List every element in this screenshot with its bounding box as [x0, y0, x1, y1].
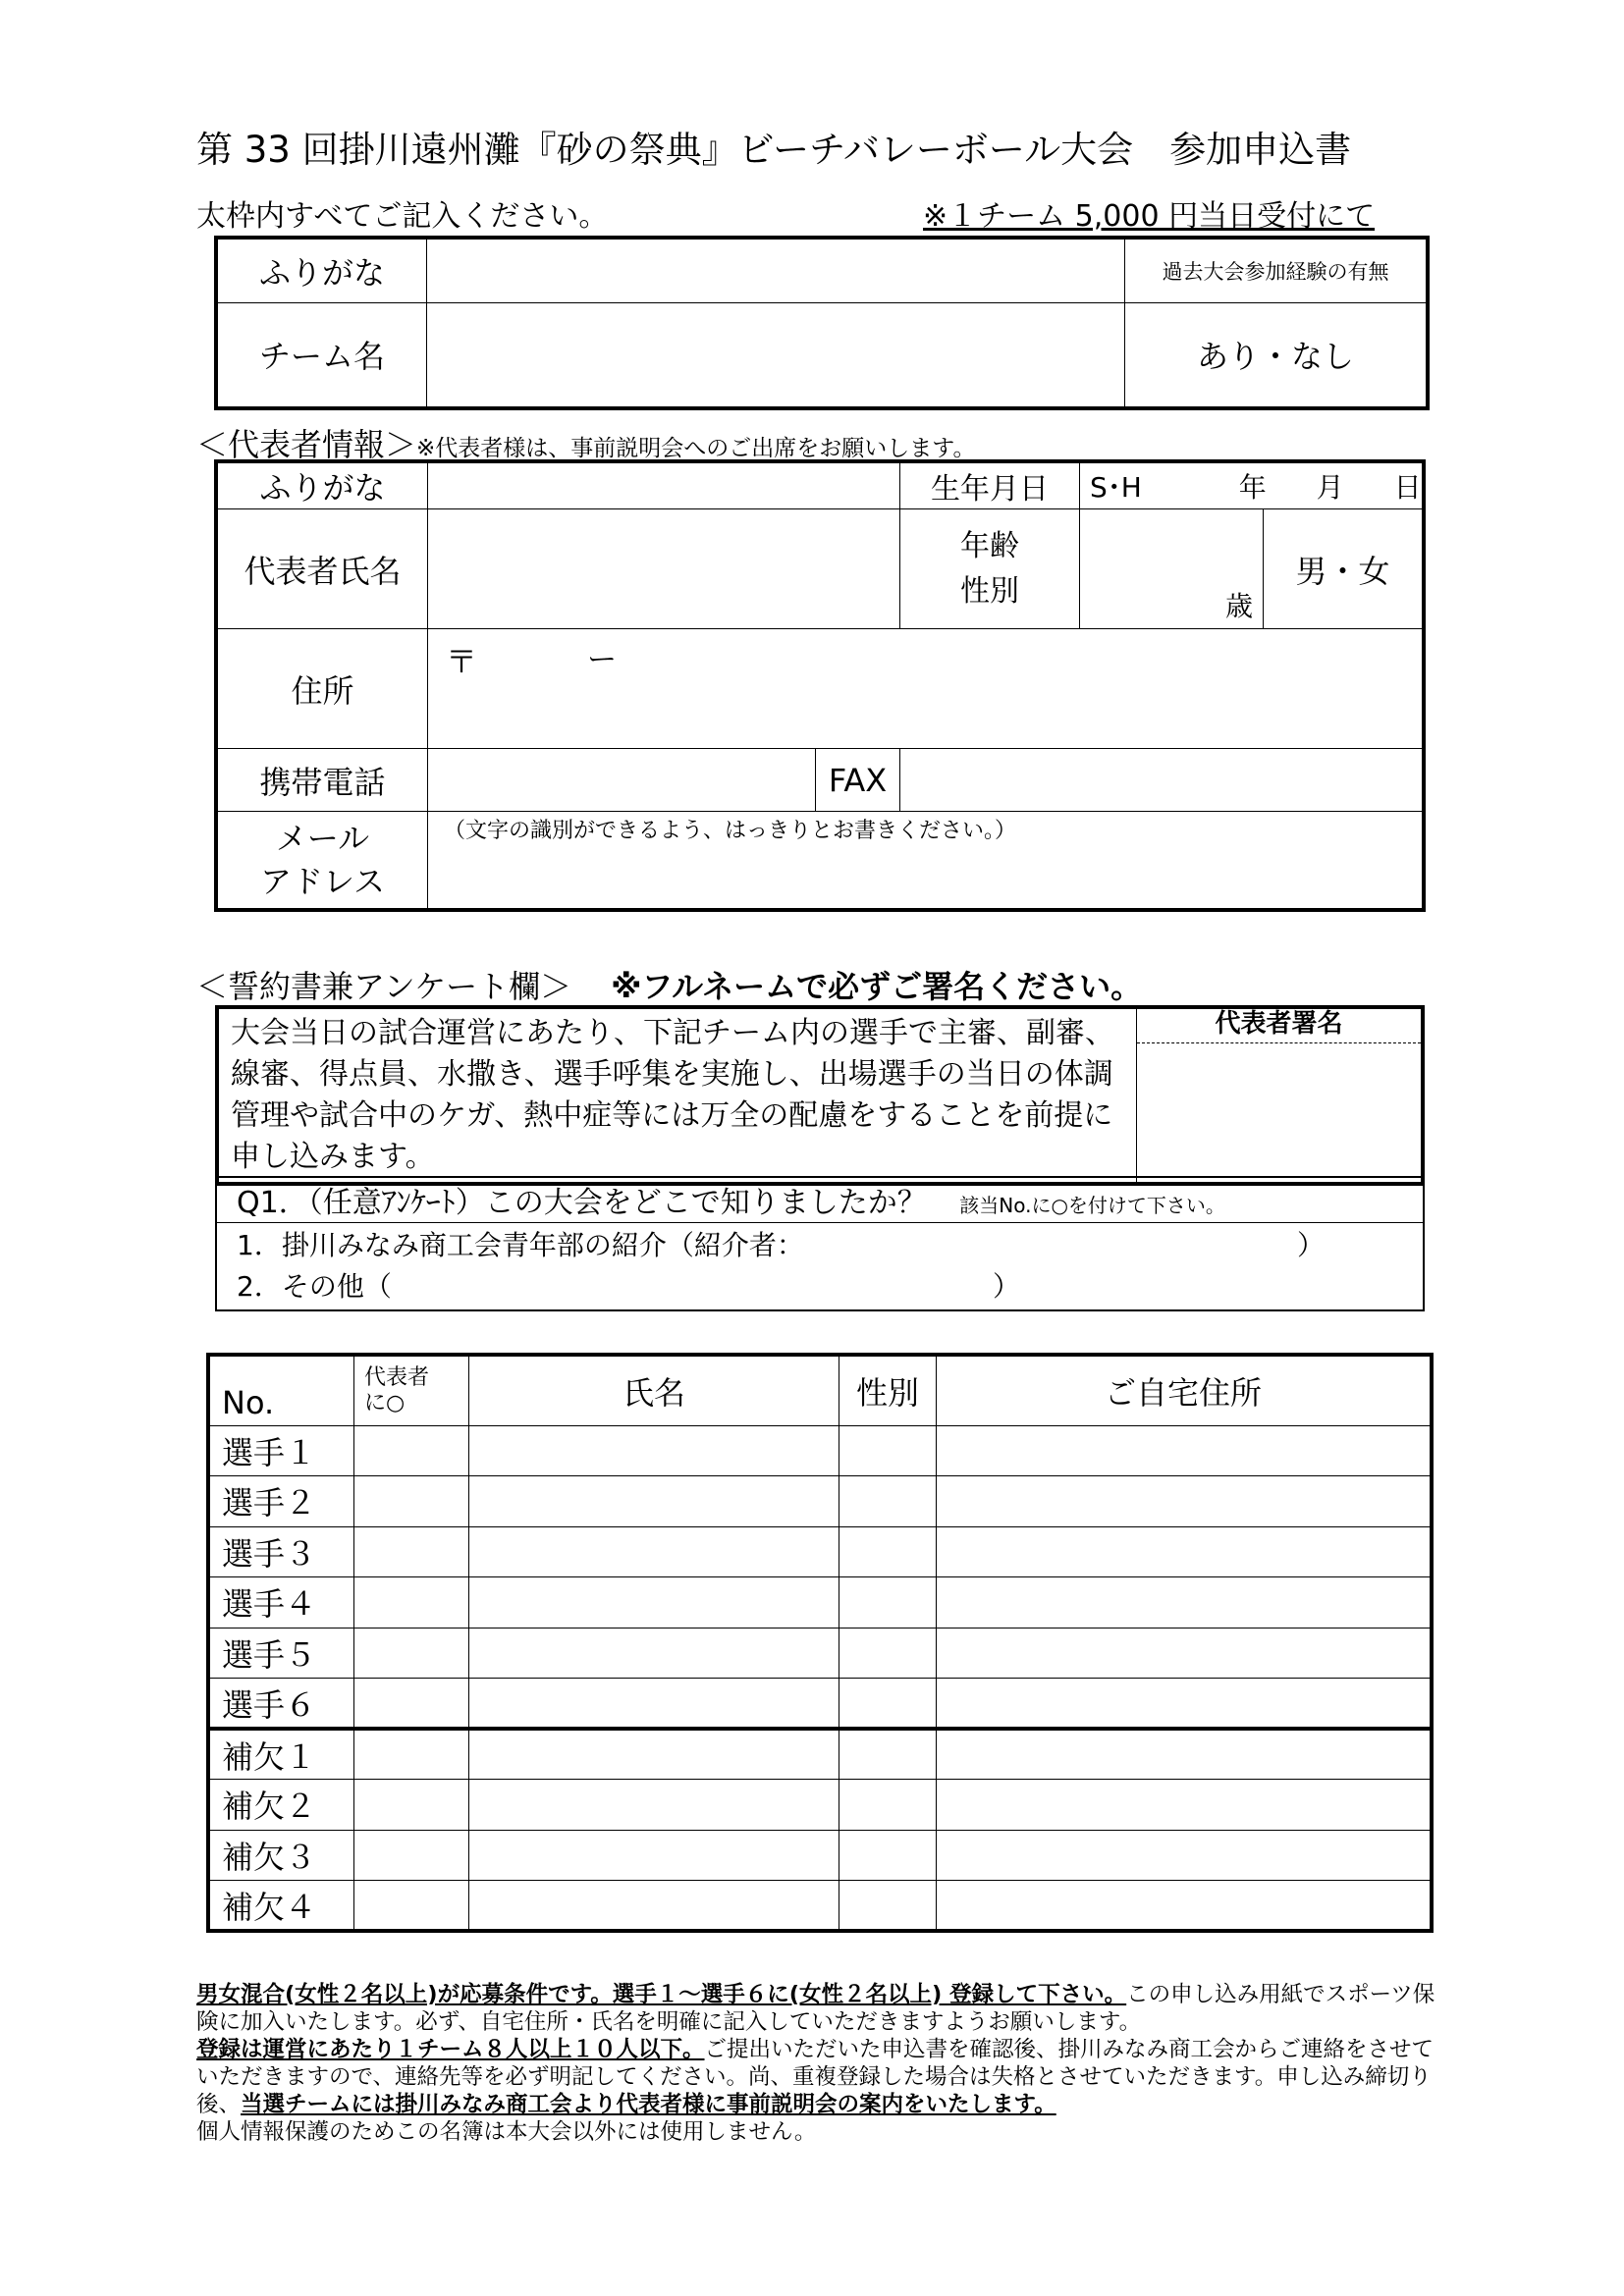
mail-note: （文字の識別ができるよう、はっきりとお書きください。）	[444, 819, 1017, 843]
q1-option-2-text: 2．その他（	[237, 1269, 392, 1303]
rep-name-field[interactable]	[428, 509, 900, 629]
player-rep-mark[interactable]	[354, 1729, 469, 1780]
postal-dash: ー	[587, 643, 617, 677]
signature-cell[interactable]	[1137, 1007, 1424, 1184]
col-no-header: No.	[208, 1355, 354, 1425]
pledge-text: 大会当日の試合運営にあたり、下記チーム内の選手で主審、副審、線審、得点員、水撒き、選手呼集を実施し、出場選手の当日の体調管理や試合中のケガ、熱中症等には万全の配慮をすることを前提に申し込みます。	[217, 1007, 1137, 1184]
q1-text: Q1．（任意ｱﾝｹｰﾄ）この大会をどこで知りましたか？	[237, 1186, 927, 1221]
player-row	[208, 1881, 1432, 1932]
players-table	[206, 1353, 1434, 1933]
player-name-field[interactable]	[469, 1577, 839, 1629]
mail-label	[216, 812, 428, 910]
player-label: 選手６	[208, 1679, 354, 1730]
q1-options[interactable]	[216, 1222, 1424, 1310]
rep-furigana-label: ふりがな	[216, 461, 428, 509]
team-name-label: チーム名	[216, 302, 427, 408]
birth-month: 月	[1316, 471, 1344, 504]
q1-note: 該当No.に○を付けて下さい。	[959, 1194, 1225, 1218]
age-label: 年齢	[960, 528, 1019, 563]
player-label: 選手３	[208, 1526, 354, 1577]
birth-day: 日	[1393, 471, 1422, 504]
age-field[interactable]	[1080, 509, 1264, 629]
team-table	[214, 236, 1430, 410]
player-name-field[interactable]	[469, 1679, 839, 1730]
footer-p3: 個人情報保護のためこの名簿は本大会以外には使用しません。	[196, 2119, 817, 2145]
player-label: 選手２	[208, 1476, 354, 1527]
footer-p1	[196, 1981, 1449, 2036]
mobile-label: 携帯電話	[216, 749, 428, 812]
experience-label: 過去大会参加経験の有無	[1125, 238, 1429, 302]
signature-label: 代表者署名	[1137, 1009, 1421, 1043]
player-name-field[interactable]	[469, 1780, 839, 1831]
player-rep-mark[interactable]	[354, 1830, 469, 1881]
player-address-field[interactable]	[937, 1476, 1433, 1527]
footer-p2-rest: ご提出いただいた申込書を確認後、掛川みなみ商工会からご連絡をさせていただきますので、連絡先等を必ず明記してください。尚、重複登録した場合は失格とさせていただきます。申し込み締切り後、	[196, 2037, 1435, 2117]
player-sex-field[interactable]	[839, 1780, 937, 1831]
page-title: 第 33 回掛川遠州灘『砂の祭典』ビーチバレーボール大会 参加申込書	[196, 129, 1352, 171]
player-sex-field[interactable]	[839, 1830, 937, 1881]
player-row	[208, 1577, 1432, 1629]
player-sex-field[interactable]	[839, 1526, 937, 1577]
player-label: 選手１	[208, 1425, 354, 1476]
player-address-field[interactable]	[937, 1830, 1433, 1881]
q1-row	[216, 1177, 1424, 1222]
footer-p2-bold2: 当選チームには掛川みなみ商工会より代表者様に事前説明会の案内をいたします。	[241, 2092, 1056, 2117]
mobile-field[interactable]	[428, 749, 816, 812]
pledge-heading-title: ＜誓約書兼アンケート欄＞	[196, 968, 572, 1005]
col-rep-header-line2: に○	[364, 1390, 406, 1415]
rep-table	[214, 459, 1426, 912]
player-sex-field[interactable]	[839, 1881, 937, 1932]
player-sex-field[interactable]	[839, 1679, 937, 1730]
pledge-heading	[196, 962, 1142, 1007]
footer-p2-bold: 登録は運営にあたり１チーム８人以上１０人以下。	[196, 2037, 705, 2062]
q1-option-1-close: ）	[1297, 1228, 1326, 1261]
player-address-field[interactable]	[937, 1729, 1433, 1780]
player-name-field[interactable]	[469, 1476, 839, 1527]
player-label: 補欠１	[208, 1729, 354, 1780]
player-rep-mark[interactable]	[354, 1577, 469, 1629]
player-rep-mark[interactable]	[354, 1628, 469, 1679]
rep-heading-title: ＜代表者情報＞	[196, 426, 417, 463]
player-name-field[interactable]	[469, 1830, 839, 1881]
rep-furigana-field[interactable]	[428, 461, 900, 509]
player-address-field[interactable]	[937, 1526, 1433, 1577]
survey-table	[215, 1176, 1425, 1311]
address-field[interactable]	[428, 629, 1425, 749]
birth-label: 生年月日	[900, 461, 1080, 509]
player-label: 補欠３	[208, 1830, 354, 1881]
col-rep-header	[354, 1355, 469, 1425]
birth-field[interactable]	[1080, 461, 1425, 509]
player-rep-mark[interactable]	[354, 1425, 469, 1476]
player-address-field[interactable]	[937, 1679, 1433, 1730]
postal-mark: 〒	[446, 643, 478, 680]
player-row	[208, 1780, 1432, 1831]
player-rep-mark[interactable]	[354, 1780, 469, 1831]
fax-field[interactable]	[900, 749, 1425, 812]
q1-option-1-text: 1．掛川みなみ商工会青年部の紹介（紹介者：	[237, 1228, 804, 1261]
player-row	[208, 1526, 1432, 1577]
footer-notes	[196, 1981, 1449, 2146]
birth-year: 年	[1238, 471, 1267, 504]
address-label: 住所	[216, 629, 428, 749]
player-label: 選手４	[208, 1577, 354, 1629]
q1-option-2-close: ）	[993, 1269, 1021, 1303]
rep-name-label: 代表者氏名	[216, 509, 428, 629]
sex-label: 性別	[960, 573, 1019, 609]
pledge-table	[215, 1005, 1425, 1186]
player-name-field[interactable]	[469, 1628, 839, 1679]
player-label: 選手５	[208, 1628, 354, 1679]
birth-era: S･H	[1090, 471, 1142, 504]
player-address-field[interactable]	[937, 1780, 1433, 1831]
player-rows	[208, 1425, 1432, 1931]
experience-options[interactable]: あり・なし	[1125, 302, 1429, 408]
footer-p1-rest: この申し込み用紙でスポーツ保険に加入いたします。必ず、自宅住所・氏名を明確に記入していただきますようお願いします。	[196, 1982, 1435, 2035]
player-rep-mark[interactable]	[354, 1679, 469, 1730]
player-name-field[interactable]	[469, 1526, 839, 1577]
player-name-field[interactable]	[469, 1729, 839, 1780]
pledge-heading-note: ※フルネームで必ずご署名ください。	[611, 968, 1143, 1005]
player-rep-mark[interactable]	[354, 1526, 469, 1577]
footer-p1-bold: 男女混合(女性２名以上)が応募条件です。選手１～選手６に(女性２名以上) 登録して下さい。	[196, 1982, 1127, 2007]
q1-option-2[interactable]	[237, 1266, 1423, 1308]
player-sex-field[interactable]	[839, 1577, 937, 1629]
mail-label-line1: メール	[275, 819, 370, 857]
team-furigana-label: ふりがな	[216, 238, 427, 302]
sex-options[interactable]: 男・女	[1264, 509, 1424, 629]
team-furigana-field[interactable]	[427, 238, 1125, 302]
col-name-header: 氏名	[469, 1355, 839, 1425]
player-address-field[interactable]	[937, 1425, 1433, 1476]
player-row	[208, 1729, 1432, 1780]
q1-option-1[interactable]	[237, 1225, 1423, 1266]
fee-note: ※１チーム 5,000 円当日受付にて	[923, 199, 1376, 234]
mail-field[interactable]	[428, 812, 1425, 910]
player-row	[208, 1476, 1432, 1527]
team-name-field[interactable]	[427, 302, 1125, 408]
age-unit: 歳	[1225, 590, 1254, 622]
player-name-field[interactable]	[469, 1881, 839, 1932]
player-row	[208, 1679, 1432, 1730]
fax-label: FAX	[816, 749, 900, 812]
player-rep-mark[interactable]	[354, 1476, 469, 1527]
age-sex-label	[900, 509, 1080, 629]
player-address-field[interactable]	[937, 1628, 1433, 1679]
col-sex-header: 性別	[839, 1355, 937, 1425]
player-sex-field[interactable]	[839, 1628, 937, 1679]
player-sex-field[interactable]	[839, 1425, 937, 1476]
player-name-field[interactable]	[469, 1425, 839, 1476]
player-row	[208, 1425, 1432, 1476]
player-row	[208, 1830, 1432, 1881]
player-label: 補欠２	[208, 1780, 354, 1831]
player-rep-mark[interactable]	[354, 1881, 469, 1932]
player-row	[208, 1628, 1432, 1679]
instruction-text: 太枠内すべてご記入ください。	[196, 199, 609, 234]
player-address-field[interactable]	[937, 1881, 1433, 1932]
mail-label-line2: アドレス	[259, 862, 386, 900]
player-label: 補欠４	[208, 1881, 354, 1932]
footer-p2	[196, 2036, 1449, 2118]
col-rep-header-line1: 代表者	[364, 1364, 430, 1390]
col-address-header: ご自宅住所	[937, 1355, 1433, 1425]
player-sex-field[interactable]	[839, 1476, 937, 1527]
player-address-field[interactable]	[937, 1577, 1433, 1629]
rep-heading-note: ※代表者様は、事前説明会へのご出席をお願いします。	[416, 436, 976, 461]
player-sex-field[interactable]	[839, 1729, 937, 1780]
